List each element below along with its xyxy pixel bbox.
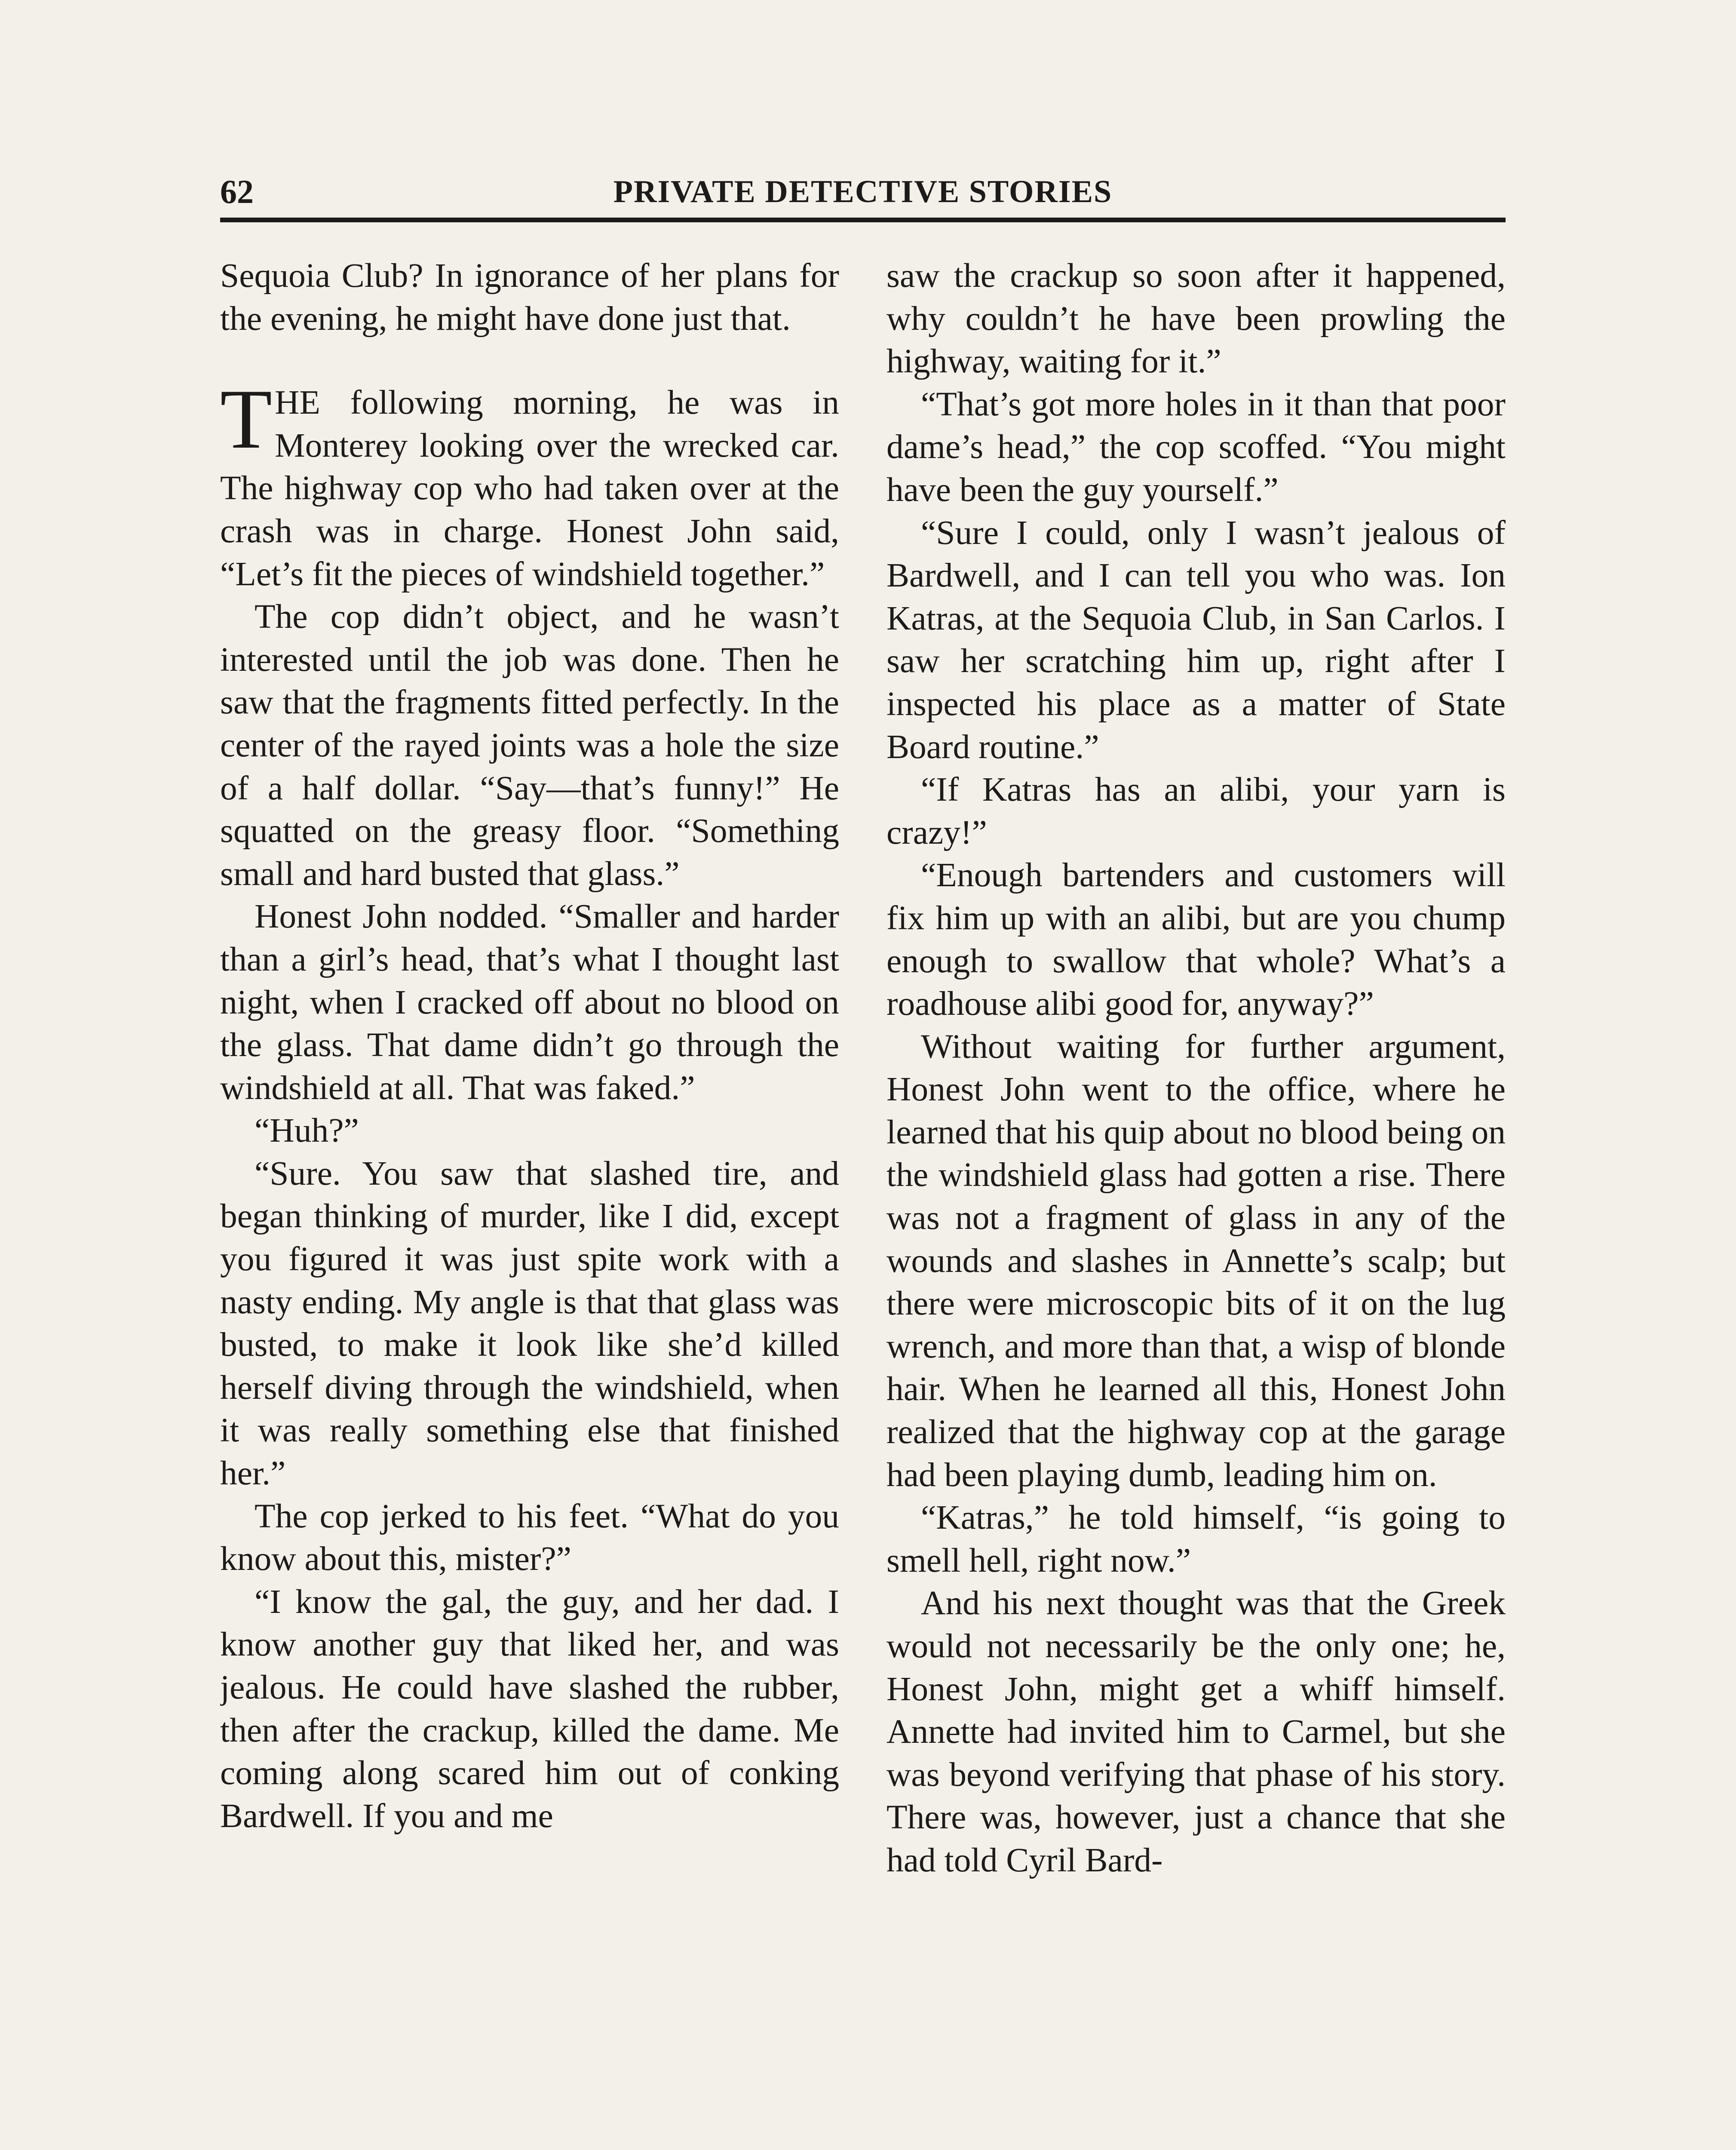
- paragraph: The cop jerked to his feet. “What do you know about this, mister?”: [220, 1497, 839, 1578]
- paragraph: “Enough bartenders and customers will fix him up with an alibi, but are you chump enough to swallow that whole? What’s a roadhouse alibi good for, anyway?”: [886, 856, 1506, 1023]
- paragraph: “I know the gal, the guy, and her dad. I know another guy that liked her, and was jealous. He could have slashed the rubber, then after the crackup, killed the dame. Me coming along scared him out of conking Bardwell. If you and me: [220, 1582, 839, 1835]
- paragraph-text: HE following morning, he was in Monterey looking over the wrecked car. The highway cop who had taken over at the crash was in charge. Honest John said, “Let’s fit the pieces of windshield together.”: [220, 384, 839, 593]
- paragraph-section-start: [220, 372, 839, 596]
- paragraph: “Sure. You saw that slashed tire, and began thinking of murder, like I did, except you figured it was just spite work with a nasty ending. My angle is that that glass was busted, to make it look like she’d killed herself diving through the windshield, when it was really something else that finished her.”: [220, 1154, 839, 1493]
- paragraph: Without waiting for further argument, Honest John went to the office, where he learned that his quip about no blood being on the windshield glass had gotten a rise. There was not a fragment of glass in any of the wounds and slashes in Annette’s scalp; but there were microscopic bits of it on the lug wrench, and more than that, a wisp of blonde hair. When he learned all this, Honest John realized that the highway cop at the garage had been playing dumb, leading him on.: [886, 1027, 1506, 1494]
- running-title: PRIVATE DETECTIVE STORIES: [613, 174, 1113, 209]
- paragraph: The cop didn’t object, and he wasn’t interested until the job was done. Then he saw that the fragments fitted perfectly. In the center of the rayed joints was a hole the size of a half dollar. “Say—that’s funny!” He squatted on the greasy floor. “Something small and hard busted that glass.”: [220, 598, 839, 893]
- right-column: [886, 255, 1506, 2150]
- left-column: [220, 255, 839, 2150]
- drop-cap: T: [220, 372, 272, 467]
- page-number: 62: [220, 173, 254, 210]
- paragraph: Sequoia Club? In ignorance of her plans for the evening, he might have done just that.: [220, 257, 839, 338]
- paragraph: And his next thought was that the Greek would not necessarily be the only one; he, Honest John, might get a whiff himself. Annette had invited him to Carmel, but she was beyond verifying that phase of his story. There was, however, just a chance that she had told Cyril Bard-: [886, 1584, 1506, 1879]
- paragraph: Honest John nodded. “Smaller and harder than a girl’s head, that’s what I thought last night, when I cracked off about no blood on the glass. That dame didn’t go through the windshield at all. That was faked.”: [220, 897, 839, 1107]
- paragraph: “If Katras has an alibi, your yarn is crazy!”: [886, 771, 1506, 851]
- page-header: [220, 170, 1506, 222]
- paragraph: saw the crackup so soon after it happened, why couldn’t he have been prowling the highway, waiting for it.”: [886, 257, 1506, 381]
- paragraph: “Katras,” he told himself, “is going to smell hell, right now.”: [886, 1499, 1506, 1579]
- paragraph: “Sure I could, only I wasn’t jealous of Bardwell, and I can tell you who was. Ion Katras, at the Sequoia Club, in San Carlos. I saw her scratching him up, right after I inspected his place as a matter of State Board routine.”: [886, 513, 1506, 766]
- paragraph: “Huh?”: [255, 1112, 359, 1150]
- paragraph: “That’s got more holes in it than that poor dame’s head,” the cop scoffed. “You might have been the guy yourself.”: [886, 385, 1506, 509]
